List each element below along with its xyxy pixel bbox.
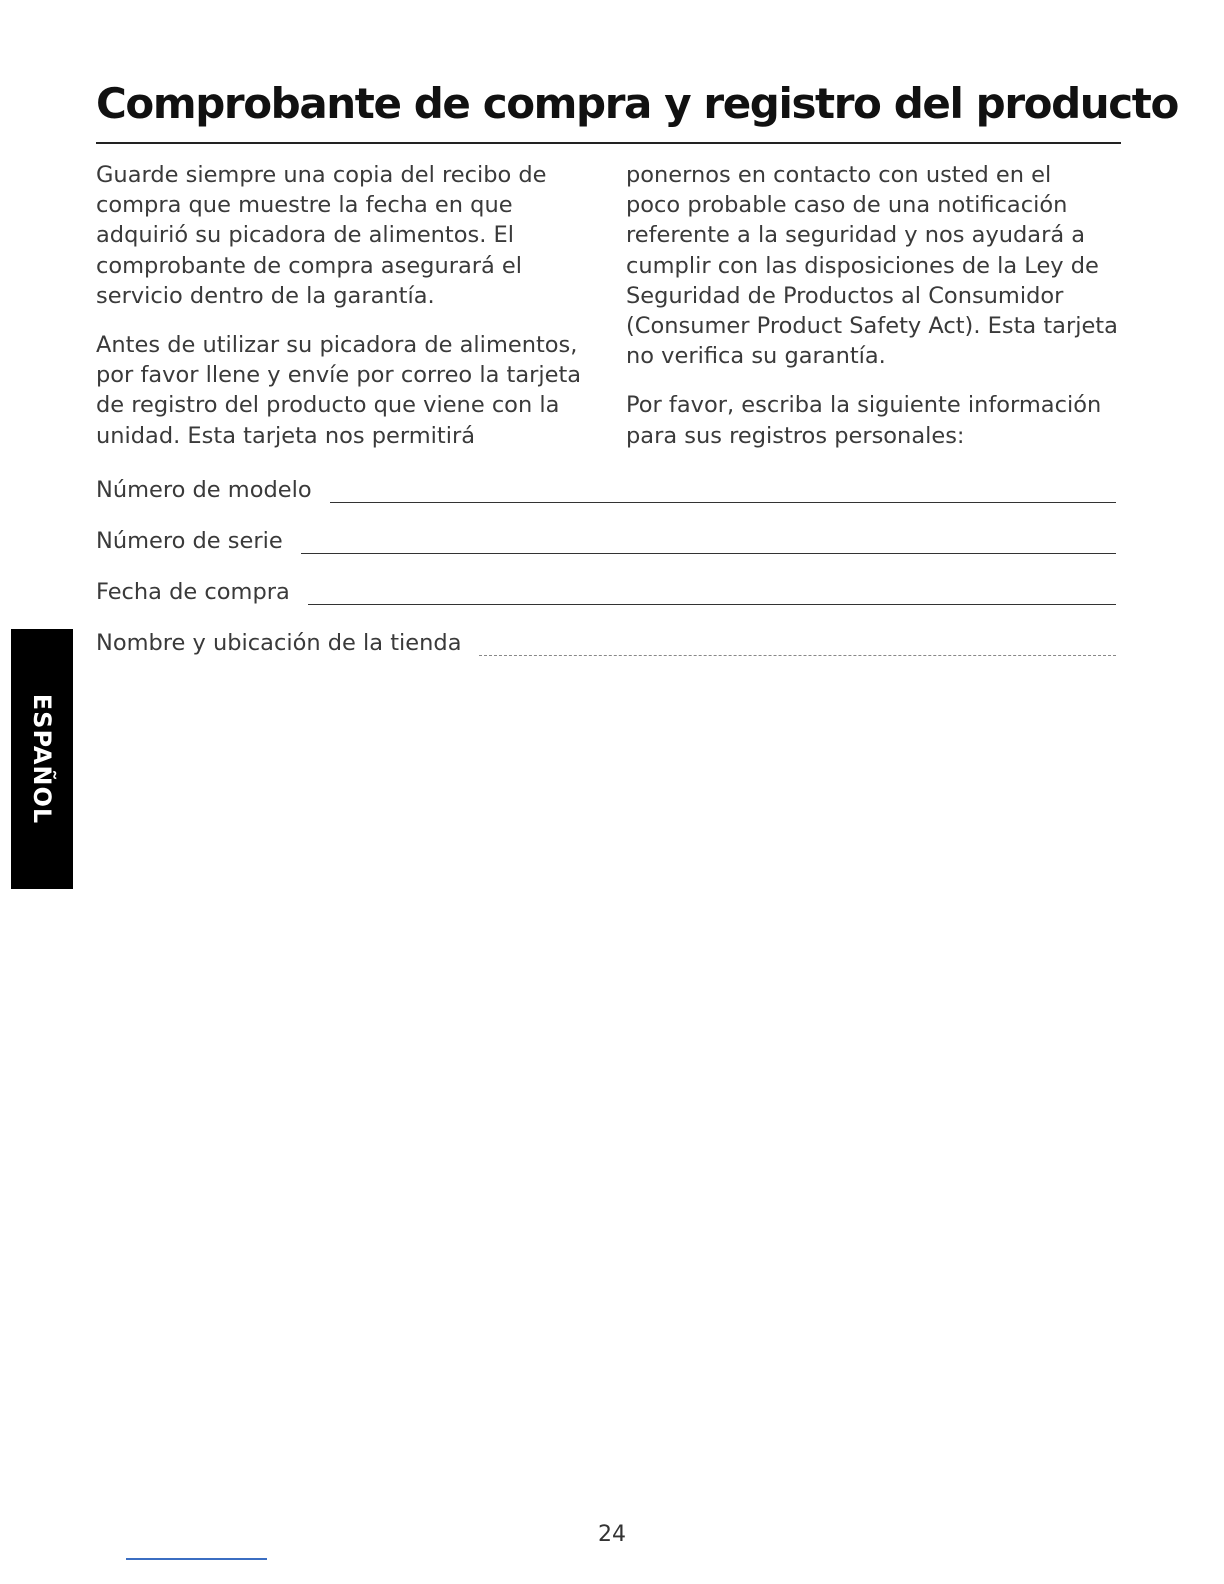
left-column — [96, 160, 596, 470]
page-number: 24 — [598, 1522, 626, 1547]
serial-number-label: Número de serie — [96, 528, 283, 554]
right-column — [626, 160, 1126, 470]
paragraph-records-instruction: Por favor, escriba la siguiente información para sus registros personales: — [626, 392, 1102, 449]
store-name-location-field — [96, 624, 1116, 658]
model-number-label: Número de modelo — [96, 477, 312, 503]
serial-number-field — [96, 522, 1116, 556]
purchase-date-label: Fecha de compra — [96, 579, 290, 605]
bottom-accent-rule — [126, 1558, 267, 1560]
purchase-date-line — [308, 604, 1116, 605]
store-name-location-label: Nombre y ubicación de la tienda — [96, 630, 462, 656]
title-divider — [96, 142, 1121, 144]
purchase-date-field — [96, 573, 1116, 607]
language-side-tab — [11, 629, 73, 889]
model-number-line — [330, 502, 1116, 503]
language-side-tab-label: ESPAÑOL — [28, 693, 56, 825]
paragraph-receipt: Guarde siempre una copia del recibo de compra que muestre la fecha en que adquirió su picadora de alimentos. El comprobante de compra asegurará el servicio dentro de la garantía. — [96, 162, 547, 309]
page-title: Comprobante de compra y registro del producto — [96, 79, 1178, 128]
store-name-location-line — [479, 655, 1116, 656]
paragraph-safety-notice: ponernos en contacto con usted en el poco probable caso de una notificación referente a la seguridad y nos ayudará a cumplir con las disposiciones de la Ley de Seguridad de Productos al Consumidor (Consumer Product Safety Act). Esta tarjeta no verifica su garantía. — [626, 162, 1118, 370]
paragraph-registration-card: Antes de utilizar su picadora de alimentos, por favor llene y envíe por correo la tarjeta de registro del producto que viene con la unidad. Esta tarjeta nos permitirá — [96, 332, 582, 449]
model-number-field — [96, 471, 1116, 505]
serial-number-line — [301, 553, 1116, 554]
